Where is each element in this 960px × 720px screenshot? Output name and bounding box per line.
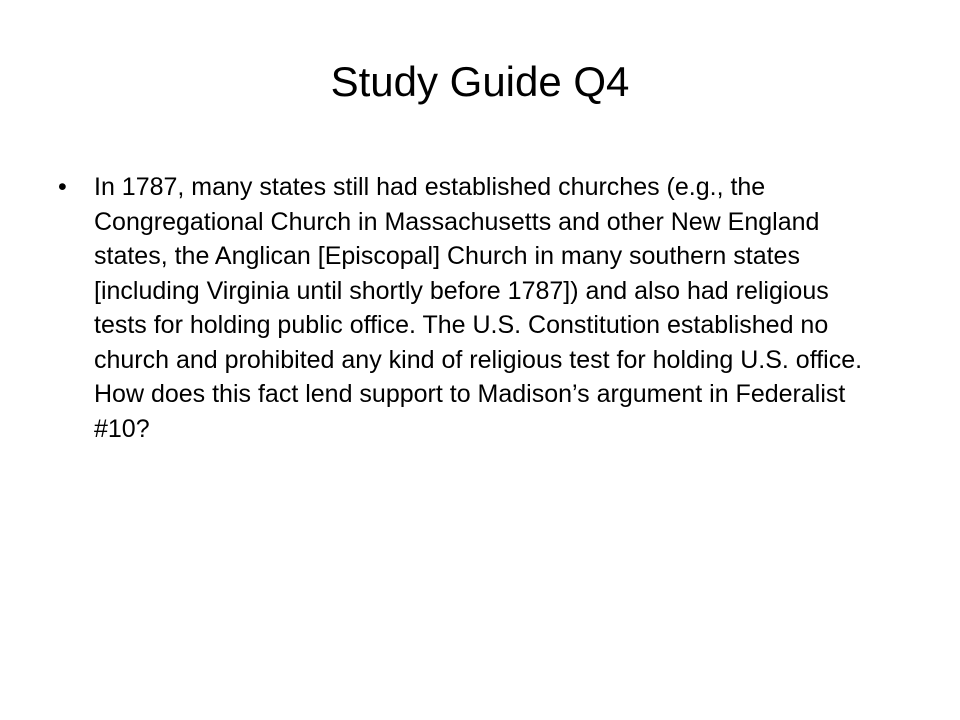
bullet-text: In 1787, many states still had established churches (e.g., the Congregational Church in Massachusetts and other New England states, the Anglican [Episcopal] Church in many southern states [including Virginia until shortly before 1787]) and also had religious tests for holding public office. The U.S. Constitution established no church and prohibited any kind of religious test for holding U.S. office. How does this fact lend support to Madison’s argument in Federalist #10? (94, 173, 863, 443)
bullet-list (58, 170, 878, 446)
bullet-item (58, 170, 878, 446)
bullet-marker-icon: • (58, 173, 67, 201)
slide-title: Study Guide Q4 (330, 58, 630, 105)
